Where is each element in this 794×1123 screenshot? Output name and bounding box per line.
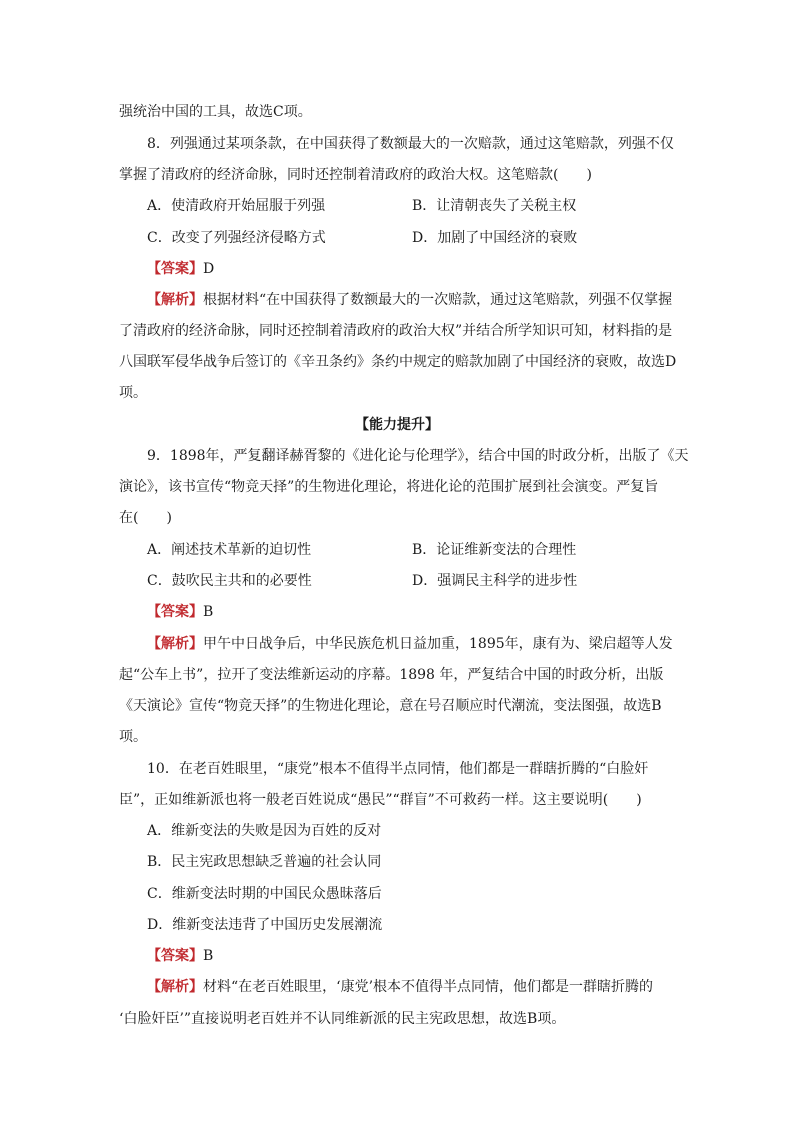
question-8-explanation-cont: 项。 <box>119 385 147 401</box>
question-10-option-b: B．民主宪政思想缺乏普遍的社会认同 <box>147 854 382 870</box>
question-9-stem-cont: 在( ) <box>119 510 172 526</box>
question-8-stem: 8．列强通过某项条款，在中国获得了数额最大的一次赔款，通过这笔赔款，列强不仅 <box>147 136 674 152</box>
answer-value: B <box>203 948 214 964</box>
question-8-stem-cont: 掌握了清政府的经济命脉，同时还控制着清政府的政治大权。这笔赔款( ) <box>119 167 592 183</box>
question-10-option-a: A．维新变法的失败是因为百姓的反对 <box>147 823 382 839</box>
question-9-stem: 9．1898年，严复翻译赫胥黎的《进化论与伦理学》，结合中国的时政分析，出版了《天 <box>147 448 689 464</box>
answer-value: B <box>203 604 214 620</box>
text-line: 强统治中国的工具，故选C项。 <box>119 104 312 120</box>
question-8-option-c: C．改变了列强经济侵略方式 <box>147 230 326 246</box>
explanation-text: 甲午中日战争后，中华民族危机日益加重，1895年，康有为、梁启超等人发 <box>203 636 673 652</box>
question-10-stem: 10．在老百姓眼里，“康党”根本不值得半点同情，他们都是一群瞎折腾的“白脸奸 <box>147 761 649 777</box>
answer-value: D <box>203 261 215 277</box>
question-9-stem-cont: 演论》，该书宣传“物竞天择”的生物进化理论，将进化论的范围扩展到社会演变。严复旨 <box>119 479 659 495</box>
section-heading: 【能力提升】 <box>355 417 439 433</box>
question-10-explanation <box>147 977 653 997</box>
question-9-explanation <box>147 634 673 654</box>
question-10-option-d: D．维新变法违背了中国历史发展潮流 <box>147 917 383 933</box>
question-10-option-c: C．维新变法时期的中国民众愚昧落后 <box>147 886 382 902</box>
answer-tag: 【答案】 <box>147 261 203 277</box>
question-8-option-b: B．让清朝丧失了关税主权 <box>412 198 577 214</box>
explanation-text: 根据材料“在中国获得了数额最大的一次赔款，通过这笔赔款，列强不仅掌握 <box>203 292 673 308</box>
explanation-tag: 【解析】 <box>147 636 203 652</box>
answer-tag: 【答案】 <box>147 948 203 964</box>
question-9-explanation-cont: 项。 <box>119 729 147 745</box>
answer-tag: 【答案】 <box>147 604 203 620</box>
question-9-option-d: D．强调民主科学的进步性 <box>412 573 578 589</box>
explanation-tag: 【解析】 <box>147 292 203 308</box>
question-9-option-c: C．鼓吹民主共和的必要性 <box>147 573 312 589</box>
question-8-explanation-cont: 八国联军侵华战争后签订的《辛丑条约》条约中规定的赔款加剧了中国经济的衰败，故选D <box>119 354 677 370</box>
question-9-answer <box>147 602 213 622</box>
question-9-explanation-cont: 起“公车上书”，拉开了变法维新运动的序幕。1898 年，严复结合中国的时政分析，出版 <box>119 667 664 683</box>
explanation-text: 材料“在老百姓眼里，‘康党’根本不值得半点同情，他们都是一群瞎折腾的 <box>203 979 654 995</box>
question-8-explanation-cont: 了清政府的经济命脉，同时还控制着清政府的政治大权”并结合所学知识可知，材料指的是 <box>119 323 673 339</box>
question-10-stem-cont: 臣”，正如维新派也将一般老百姓说成“愚民”“群盲”不可救药一样。这主要说明( ) <box>119 792 642 808</box>
question-10-answer <box>147 946 213 966</box>
question-8-option-a: A．使清政府开始屈服于列强 <box>147 198 326 214</box>
question-8-explanation <box>147 290 672 310</box>
question-10-explanation-cont: ‘白脸奸臣’”直接说明老百姓并不认同维新派的民主宪政思想，故选B项。 <box>119 1011 566 1027</box>
question-9-option-a: A．阐述技术革新的迫切性 <box>147 542 312 558</box>
explanation-tag: 【解析】 <box>147 979 203 995</box>
question-9-explanation-cont: 《天演论》宣传“物竞天择”的生物进化理论，意在号召顺应时代潮流，变法图强，故选B <box>119 698 662 714</box>
question-9-option-b: B．论证维新变法的合理性 <box>412 542 577 558</box>
question-8-option-d: D．加剧了中国经济的衰败 <box>412 230 578 246</box>
question-8-answer <box>147 259 214 279</box>
